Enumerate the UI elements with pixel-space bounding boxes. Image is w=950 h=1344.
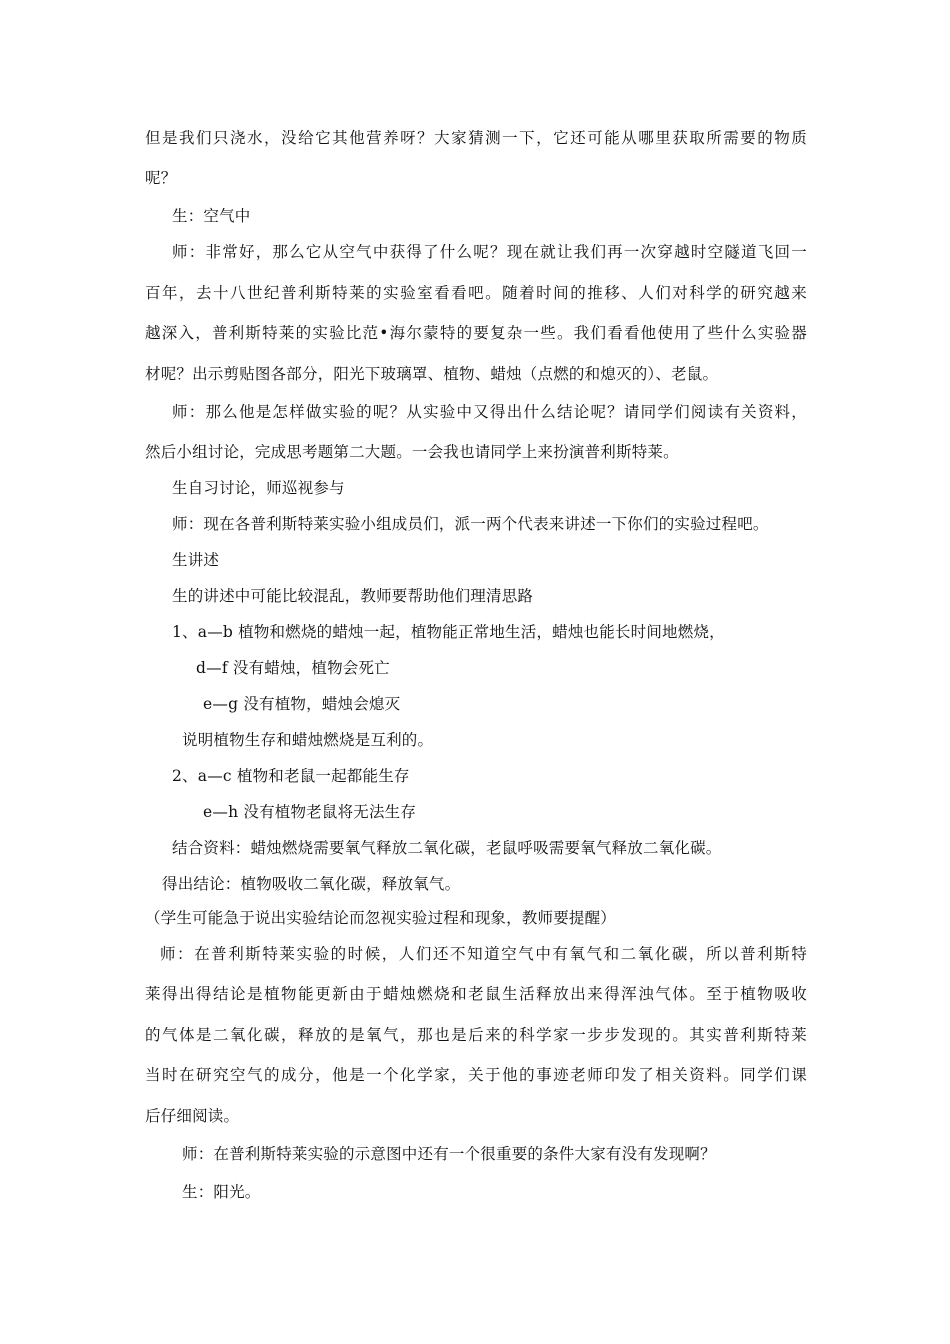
text-line-17: 说明植物生存和蜡烛燃烧是互利的。: [182, 731, 434, 749]
text-line-18: 2、a—c 植物和老鼠一起都能生存: [172, 767, 410, 785]
text-line-28: 师：在普利斯特莱实验的示意图中还有一个很重要的条件大家有没有发现啊？: [182, 1145, 716, 1163]
text-line-27: 后仔细阅读。: [145, 1107, 240, 1125]
text-line-4: 师：非常好，那么它从空气中获得了什么呢？现在就让我们再一次穿越时空隧道飞回一: [172, 243, 807, 261]
text-line-5: 百年，去十八世纪普利斯特莱的实验室看看吧。随着时间的推移、人们对科学的研究越来: [145, 284, 807, 302]
text-line-7: 材呢？出示剪贴图各部分，阳光下玻璃罩、植物、蜡烛（点燃的和熄灭的）、老鼠。: [145, 365, 719, 383]
text-line-16: e—g 没有植物，蜡烛会熄灭: [203, 695, 401, 713]
text-line-14: 1、a—b 植物和燃烧的蜡烛一起，植物能正常地生活，蜡烛也能长时间地燃烧，: [172, 623, 725, 641]
text-line-26: 当时在研究空气的成分，他是一个化学家，关于他的事迹老师印发了相关资料。同学们课: [145, 1066, 807, 1084]
text-line-12: 生讲述: [172, 551, 220, 569]
text-line-8: 师：那么他是怎样做实验的呢？从实验中又得出什么结论呢？请同学们阅读有关资料，: [172, 403, 807, 421]
text-line-20: 结合资料：蜡烛燃烧需要氧气释放二氧化碳，老鼠呼吸需要氧气释放二氧化碳。: [172, 839, 722, 857]
text-line-23: 师：在普利斯特莱实验的时候，人们还不知道空气中有氧气和二氧化碳，所以普利斯特: [160, 945, 807, 963]
text-line-11: 师：现在各普利斯特莱实验小组成员们，派一两个代表来讲述一下你们的实验过程吧。: [172, 515, 769, 533]
text-line-21: 得出结论：植物吸收二氧化碳，释放氧气。: [162, 875, 461, 893]
text-line-9: 然后小组讨论，完成思考题第二大题。一会我也请同学上来扮演普利斯特莱。: [145, 443, 679, 461]
text-line-25: 的气体是二氧化碳，释放的是氧气，那也是后来的科学家一步步发现的。其实普利斯特莱: [145, 1026, 807, 1044]
text-line-19: e—h 没有植物老鼠将无法生存: [203, 803, 417, 821]
text-line-2: 呢？: [145, 169, 177, 187]
text-line-13: 生的讲述中可能比较混乱，教师要帮助他们理清思路: [172, 587, 534, 605]
text-line-24: 莱得出得结论是植物能更新由于蜡烛燃烧和老鼠生活释放出来得浑浊气体。至于植物吸收: [145, 985, 807, 1003]
text-line-15: d—f 没有蜡烛，植物会死亡: [196, 659, 390, 677]
text-line-29: 生：阳光。: [182, 1183, 261, 1201]
text-line-10: 生自习讨论，师巡视参与: [172, 479, 345, 497]
text-line-3: 生：空气中: [172, 207, 251, 225]
text-line-22: （学生可能急于说出实验结论而忽视实验过程和现象，教师要提醒）: [145, 909, 617, 927]
text-line-1: 但是我们只浇水，没给它其他营养呀？大家猜测一下，它还可能从哪里获取所需要的物质: [145, 129, 807, 147]
text-line-6: 越深入，普利斯特莱的实验比范•海尔蒙特的要复杂一些。我们看看他使用了些什么实验器: [145, 324, 807, 342]
